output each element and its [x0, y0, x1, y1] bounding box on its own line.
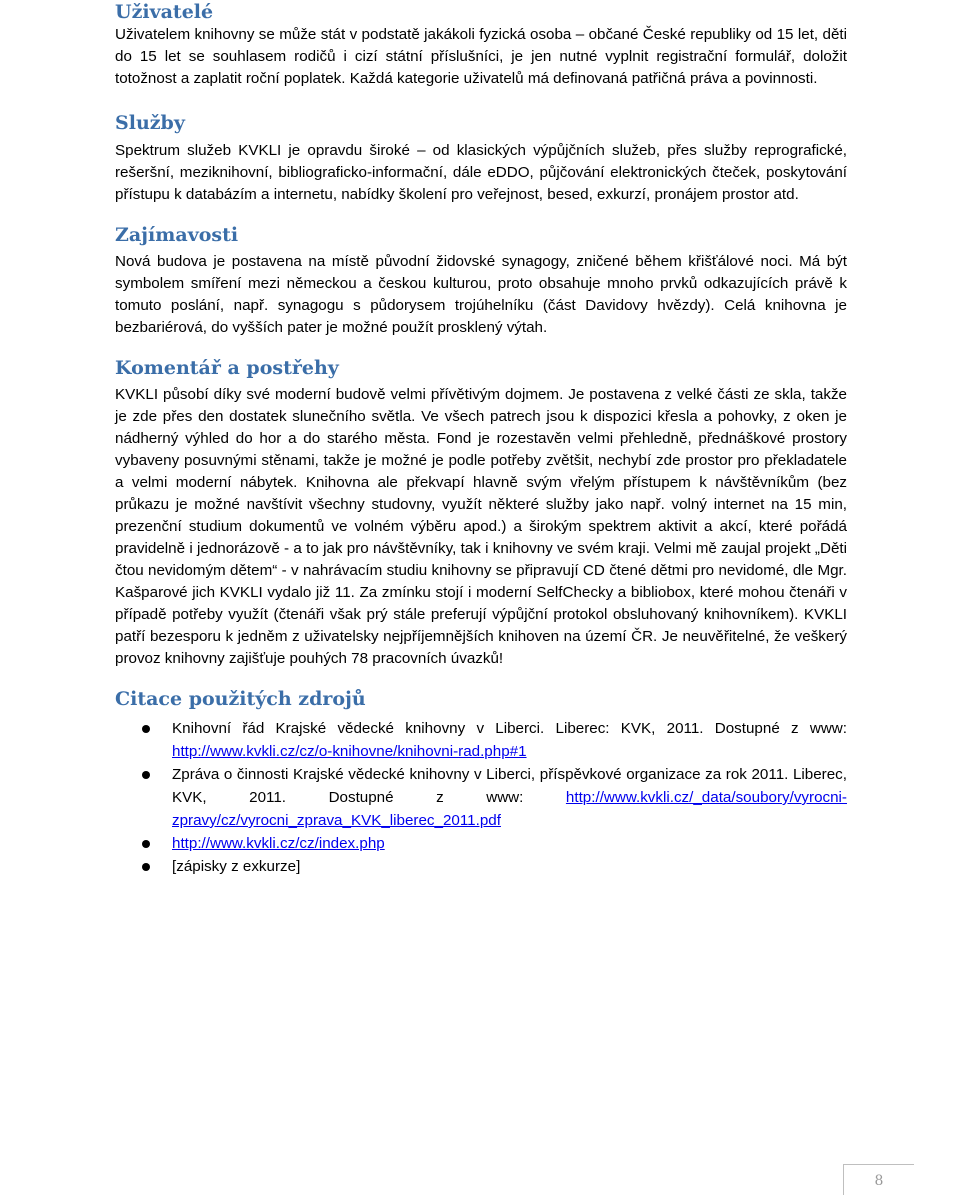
heading-uzivatele: Uživatelé [115, 1, 214, 23]
reference-link[interactable]: http://www.kvkli.cz/cz/index.php [172, 835, 385, 852]
paragraph-uzivatele: Uživatelem knihovny se může stát v podstatě jakákoli fyzická osoba – občané České republiky od 15 let, děti do 15 let se souhlasem rodičů i cizí státní příslušníci, je jen nutné vyplnit registrační formulář, doložit totožnost a zaplatit roční poplatek. Každá kategorie uživatelů má definovaná patřičná práva a povinnosti. [115, 26, 847, 87]
reference-link[interactable]: http://www.kvkli.cz/cz/o-knihovne/knihovni-rad.php#1 [172, 743, 527, 760]
bullet-icon [142, 725, 150, 733]
heading-sluzby: Služby [115, 112, 185, 134]
reference-text: Knihovní řád Krajské vědecké knihovny v Liberci. Liberec: KVK, 2011. Dostupné z www: [172, 720, 847, 737]
page-number-box [843, 1164, 914, 1195]
bullet-icon [142, 771, 150, 779]
reference-list [115, 717, 847, 878]
paragraph-sluzby: Spektrum služeb KVKLI je opravdu široké – od klasických výpůjčních služeb, přes služby reprografické, rešeršní, meziknihovní, bibliograficko-informační, dále eDDO, půjčování elektronických čteček, poskytování přístupu k databázím a internetu, nabídky školení pro veřejnost, besed, exkurzí, pronájem prostor atd. [115, 142, 847, 203]
heading-citace: Citace použitých zdrojů [115, 688, 366, 710]
reference-item [115, 855, 847, 878]
document-page [115, 0, 847, 878]
bullet-icon [142, 840, 150, 848]
reference-text: [zápisky z exkurze] [172, 858, 301, 875]
heading-komentar: Komentář a postřehy [115, 357, 339, 379]
reference-text: Zpráva o činnosti Krajské vědecké knihovny v Liberci, příspěvkové organizace za rok 2011. Liberec, KVK, 2011. Dostupné z www: [172, 766, 847, 806]
reference-item [115, 832, 847, 855]
page-number: 8 [874, 1173, 884, 1189]
paragraph-komentar: KVKLI působí díky své moderní budově velmi přívětivým dojmem. Je postavena z velké části ze skla, takže je zde přes den dostatek slunečního světla. Ve všech patrech jsou k dispozici křesla a pohovky, z oken je nádherný výhled do hor a do starého města. Fond je rozestavěn velmi přehledně, přednáškové prostory vybaveny posuvnými stěnami, takže je možné je podle potřeby zvětšit, nechybí zde prostor pro překladatele a velmi moderní nábytek. Knihovna ale překvapí hlavně svým vřelým přístupem k návštěvníkům (bez průkazu je možné navštívit všechny studovny, využít některé služby jako např. volný internet na 15 min, prezenční studium dokumentů ve volném výběru apod.) a širokým spektrem aktivit a akcí, které pořádá pravidelně i jednorázově - a to jak pro návštěvníky, tak i knihovny ve svém kraji. Velmi mě zaujal projekt „Děti čtou nevidomým dětem“ - v nahrávacím studiu knihovny se připravují CD čtené dětmi pro nevidomé, dle Mgr. Kašparové jich KVKLI vydalo již 11. Za zmínku stojí i moderní SelfChecky a bibliobox, které mohou čtenáři v případě potřeby využít (čtenáři však prý stále preferují výpůjční protokol obsluhovaný knihovníkem). KVKLI patří bezesporu k jedněm z uživatelsky nejpříjemnějších knihoven na území ČR. Je neuvěřitelné, že veškerý provoz knihovny zajišťuje pouhých 78 pracovních úvazků! [115, 386, 847, 667]
reference-item [115, 763, 847, 832]
bullet-icon [142, 863, 150, 871]
reference-link[interactable]: http://www.kvkli.cz/_data/soubory/vyrocni-zpravy/cz/vyrocni_zprava_KVK_liberec_2011.pdf [172, 789, 847, 829]
heading-zajimavosti: Zajímavosti [115, 224, 239, 246]
reference-item [115, 717, 847, 763]
paragraph-zajimavosti: Nová budova je postavena na místě původní židovské synagogy, zničené během křišťálové noci. Má být symbolem smíření mezi německou a českou kulturou, proto obsahuje mnoho prvků odkazujících právě k tomuto poslání, např. synagogu s půdorysem trojúhelníku (část Davidovy hvězdy). Celá knihovna je bezbariérová, do vyšších pater je možné použít prosklený výtah. [115, 253, 847, 336]
